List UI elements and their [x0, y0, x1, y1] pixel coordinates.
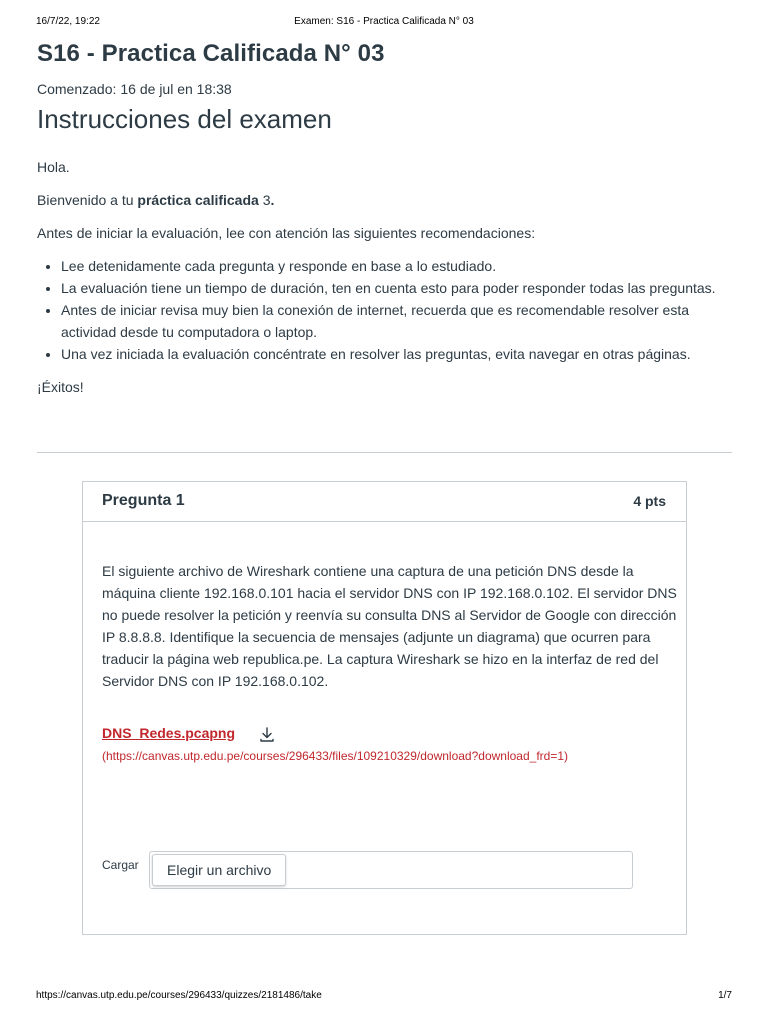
choose-file-button[interactable]: Elegir un archivo — [152, 854, 286, 886]
started-value: 16 de jul en 18:38 — [120, 81, 232, 97]
started-label: Comenzado: — [37, 81, 117, 97]
print-footer — [36, 990, 732, 1004]
started-info — [37, 81, 232, 97]
question-text: El siguiente archivo de Wireshark contiene una captura de una petición DNS desde la máquina cliente 192.168.0.101 hacia el servidor DNS con IP 192.168.0.102. El servidor DNS no puede resolver la petición y reenvía su consulta DNS al Servidor de Google con dirección IP 8.8.8.8. Identifique la secuencia de mensajes (adjunte un diagrama) que ocurren para traducir la página web republica.pe. La captura Wireshark se hizo en la interfaz de red del Servidor DNS con IP 192.168.0.102. — [102, 563, 677, 689]
greeting: Hola. — [37, 159, 70, 175]
question-card — [82, 481, 687, 935]
question-points: 4 pts — [633, 493, 666, 509]
list-item: • Lee detenidamente cada pregunta y responde en base a lo estudiado. — [61, 255, 737, 277]
upload-label: Cargar — [102, 858, 139, 872]
section-divider — [37, 452, 732, 453]
print-url: https://canvas.utp.edu.pe/courses/296433/quizzes/2181486/take — [36, 990, 322, 1001]
instructions-heading: Instrucciones del examen — [37, 104, 332, 134]
welcome-end: . — [270, 192, 275, 208]
instructions-body — [37, 156, 737, 409]
page-title: S16 - Practica Calificada N° 03 — [37, 40, 385, 67]
list-item: • Una vez iniciada la evaluación concéntrate en resolver las preguntas, evita navegar en otras páginas. — [61, 343, 737, 365]
print-doc-title: Examen: S16 - Practica Calificada N° 03 — [294, 16, 474, 27]
welcome-line — [37, 189, 737, 211]
file-download-link[interactable]: DNS_Redes.pcapng — [102, 725, 236, 741]
welcome-bold: práctica calificada — [137, 192, 259, 208]
list-item: • La evaluación tiene un tiempo de duración, ten en cuenta esto para poder responder todas las preguntas. — [61, 277, 737, 299]
page-number: 1/7 — [718, 990, 732, 1001]
print-datetime: 16/7/22, 19:22 — [36, 16, 100, 27]
closing-text: ¡Éxitos! — [37, 379, 84, 395]
instructions-intro: Antes de iniciar la evaluación, lee con atención las siguientes recomendaciones: — [37, 225, 536, 241]
list-item: • Antes de iniciar revisa muy bien la conexión de internet, recuerda que es recomendable resolver esta actividad desde tu computadora o laptop. — [61, 299, 737, 343]
print-header — [36, 16, 732, 30]
question-name: Pregunta 1 — [102, 492, 185, 509]
welcome-prefix: Bienvenido a tu — [37, 192, 138, 208]
download-icon[interactable] — [258, 726, 276, 744]
file-url-link[interactable]: (https://canvas.utp.edu.pe/courses/296433/files/109210329/download?download_frd=1) — [102, 749, 569, 763]
file-upload-field[interactable] — [149, 851, 633, 889]
recommendations-list — [61, 255, 737, 365]
welcome-suffix: 3 — [258, 192, 271, 208]
question-header — [83, 482, 686, 522]
